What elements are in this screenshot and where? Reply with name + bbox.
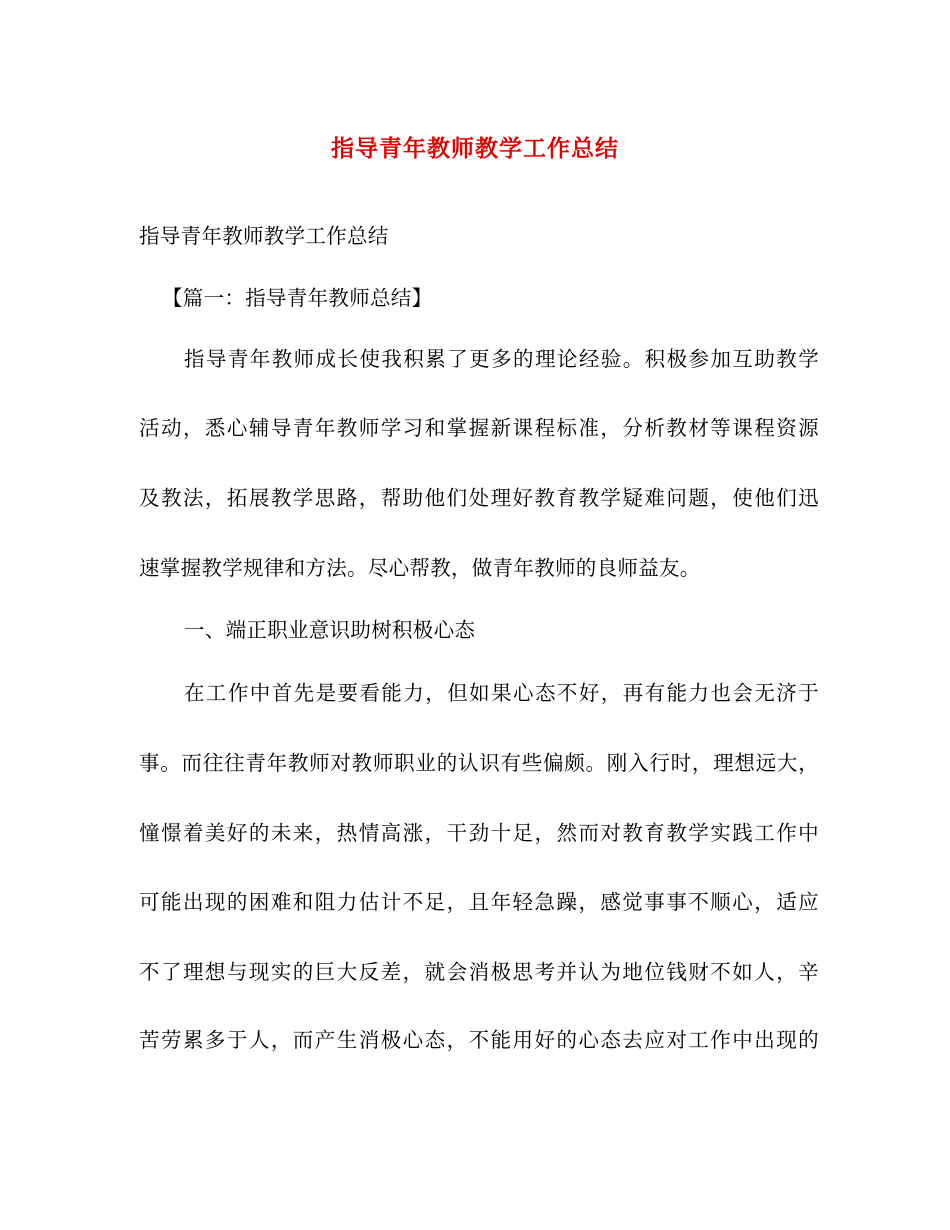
section-heading: 一、端正职业意识助树积极心态 [184,618,476,642]
paragraph-line: 苦劳累多于人，而产生消极心态，不能用好的心态去应对工作中出现的 [139,1028,819,1052]
paragraph-line: 及教法，拓展教学思路，帮助他们处理好教育教学疑难问题，使他们迅 [139,486,819,510]
document-title: 指导青年教师教学工作总结 [331,135,619,162]
paragraph-line: 活动，悉心辅导青年教师学习和掌握新课程标准，分析教材等课程资源 [139,416,819,440]
paragraph-line: 不了理想与现实的巨大反差，就会消极思考并认为地位钱财不如人，辛 [139,960,819,984]
document-subtitle: 指导青年教师教学工作总结 [139,224,389,248]
paragraph-line: 在工作中首先是要看能力，但如果心态不好，再有能力也会无济于 [184,681,819,705]
paragraph-line: 事。而往往青年教师对教师职业的认识有些偏颇。刚入行时，理想远大， [139,751,819,775]
paragraph-line: 速掌握教学规律和方法。尽心帮教，做青年教师的良师益友。 [139,556,701,580]
paragraph-line: 憧憬着美好的未来，热情高涨，干劲十足，然而对教育教学实践工作中 [139,821,819,845]
paragraph-line: 指导青年教师成长使我积累了更多的理论经验。积极参加互助教学 [184,347,819,371]
paragraph-line: 可能出现的困难和阻力估计不足，且年轻急躁，感觉事事不顺心，适应 [139,890,819,914]
chapter-heading: 【篇一：指导青年教师总结】 [162,286,433,310]
